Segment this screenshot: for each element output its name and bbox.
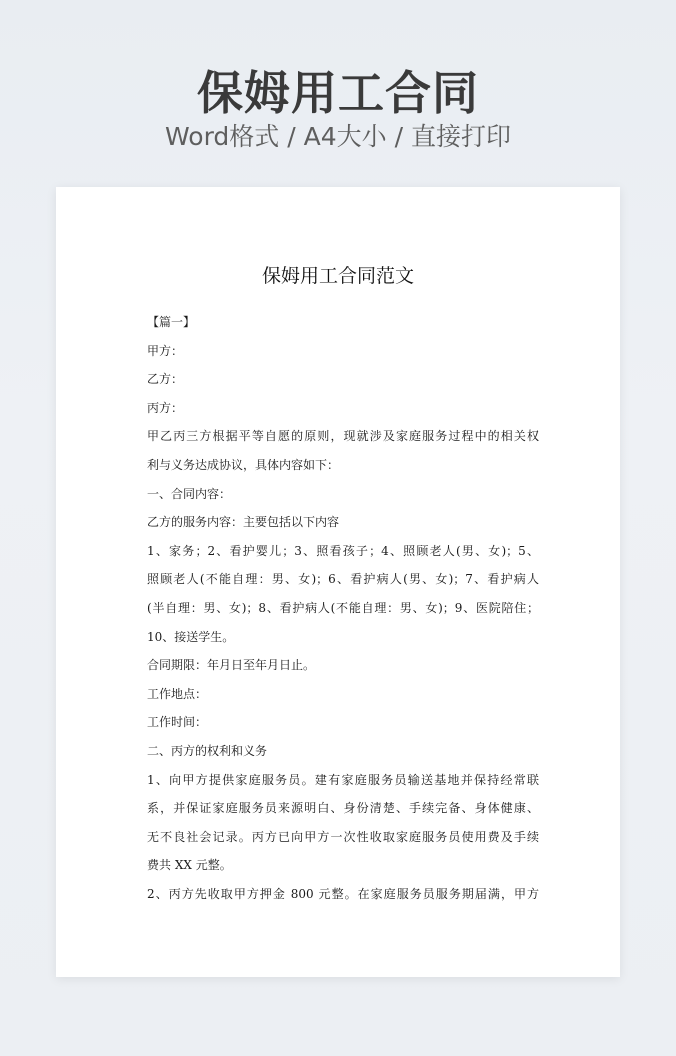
paragraph-line: 1、家务；2、看护婴儿；3、照看孩子；4、照顾老人(男、女)；5、 <box>147 543 539 558</box>
paragraph-line: 乙方的服务内容：主要包括以下内容 <box>147 515 340 530</box>
clause-heading: 一、合同内容： <box>147 486 232 501</box>
paragraph-line: 2、丙方先收取甲方押金 800 元整。在家庭服务员服务期届满，甲方 <box>147 886 539 901</box>
document-body <box>147 308 539 908</box>
banner-title: 保姆用工合同 <box>197 66 479 120</box>
paragraph-line: (半自理：男、女)；8、看护病人(不能自理：男、女)；9、医院陪住； <box>147 600 539 615</box>
paragraph-line: 费共 XX 元整。 <box>147 858 232 873</box>
document-page <box>56 187 620 977</box>
party-c-line: 丙方： <box>147 400 184 415</box>
paragraph-line: 系，并保证家庭服务员来源明白、身份清楚、手续完备、身体健康、 <box>147 801 539 816</box>
paragraph-line: 照顾老人(不能自理：男、女)；6、看护病人(男、女)；7、看护病人 <box>147 572 539 587</box>
section-heading: 【篇一】 <box>147 315 196 329</box>
document-title: 保姆用工合同范文 <box>261 265 414 287</box>
paragraph-line: 工作时间： <box>147 715 208 730</box>
paragraph-line: 甲乙丙三方根据平等自愿的原则，现就涉及家庭服务过程中的相关权 <box>147 429 539 444</box>
banner-subtitle: Word格式 / A4大小 / 直接打印 <box>165 122 511 151</box>
party-b-line: 乙方： <box>147 372 184 387</box>
party-a-line: 甲方： <box>147 343 184 358</box>
paragraph-line: 无不良社会记录。丙方已向甲方一次性收取家庭服务员使用费及手续 <box>147 829 539 844</box>
paragraph-line: 工作地点： <box>147 686 208 701</box>
paragraph-line: 10、接送学生。 <box>147 629 235 644</box>
paragraph-line: 合同期限：年月日至年月日止。 <box>147 658 316 673</box>
clause-heading: 二、丙方的权利和义务 <box>147 743 268 758</box>
paragraph-line: 利与义务达成协议，具体内容如下： <box>147 457 340 472</box>
paragraph-line: 1、向甲方提供家庭服务员。建有家庭服务员输送基地并保持经常联 <box>147 772 539 787</box>
